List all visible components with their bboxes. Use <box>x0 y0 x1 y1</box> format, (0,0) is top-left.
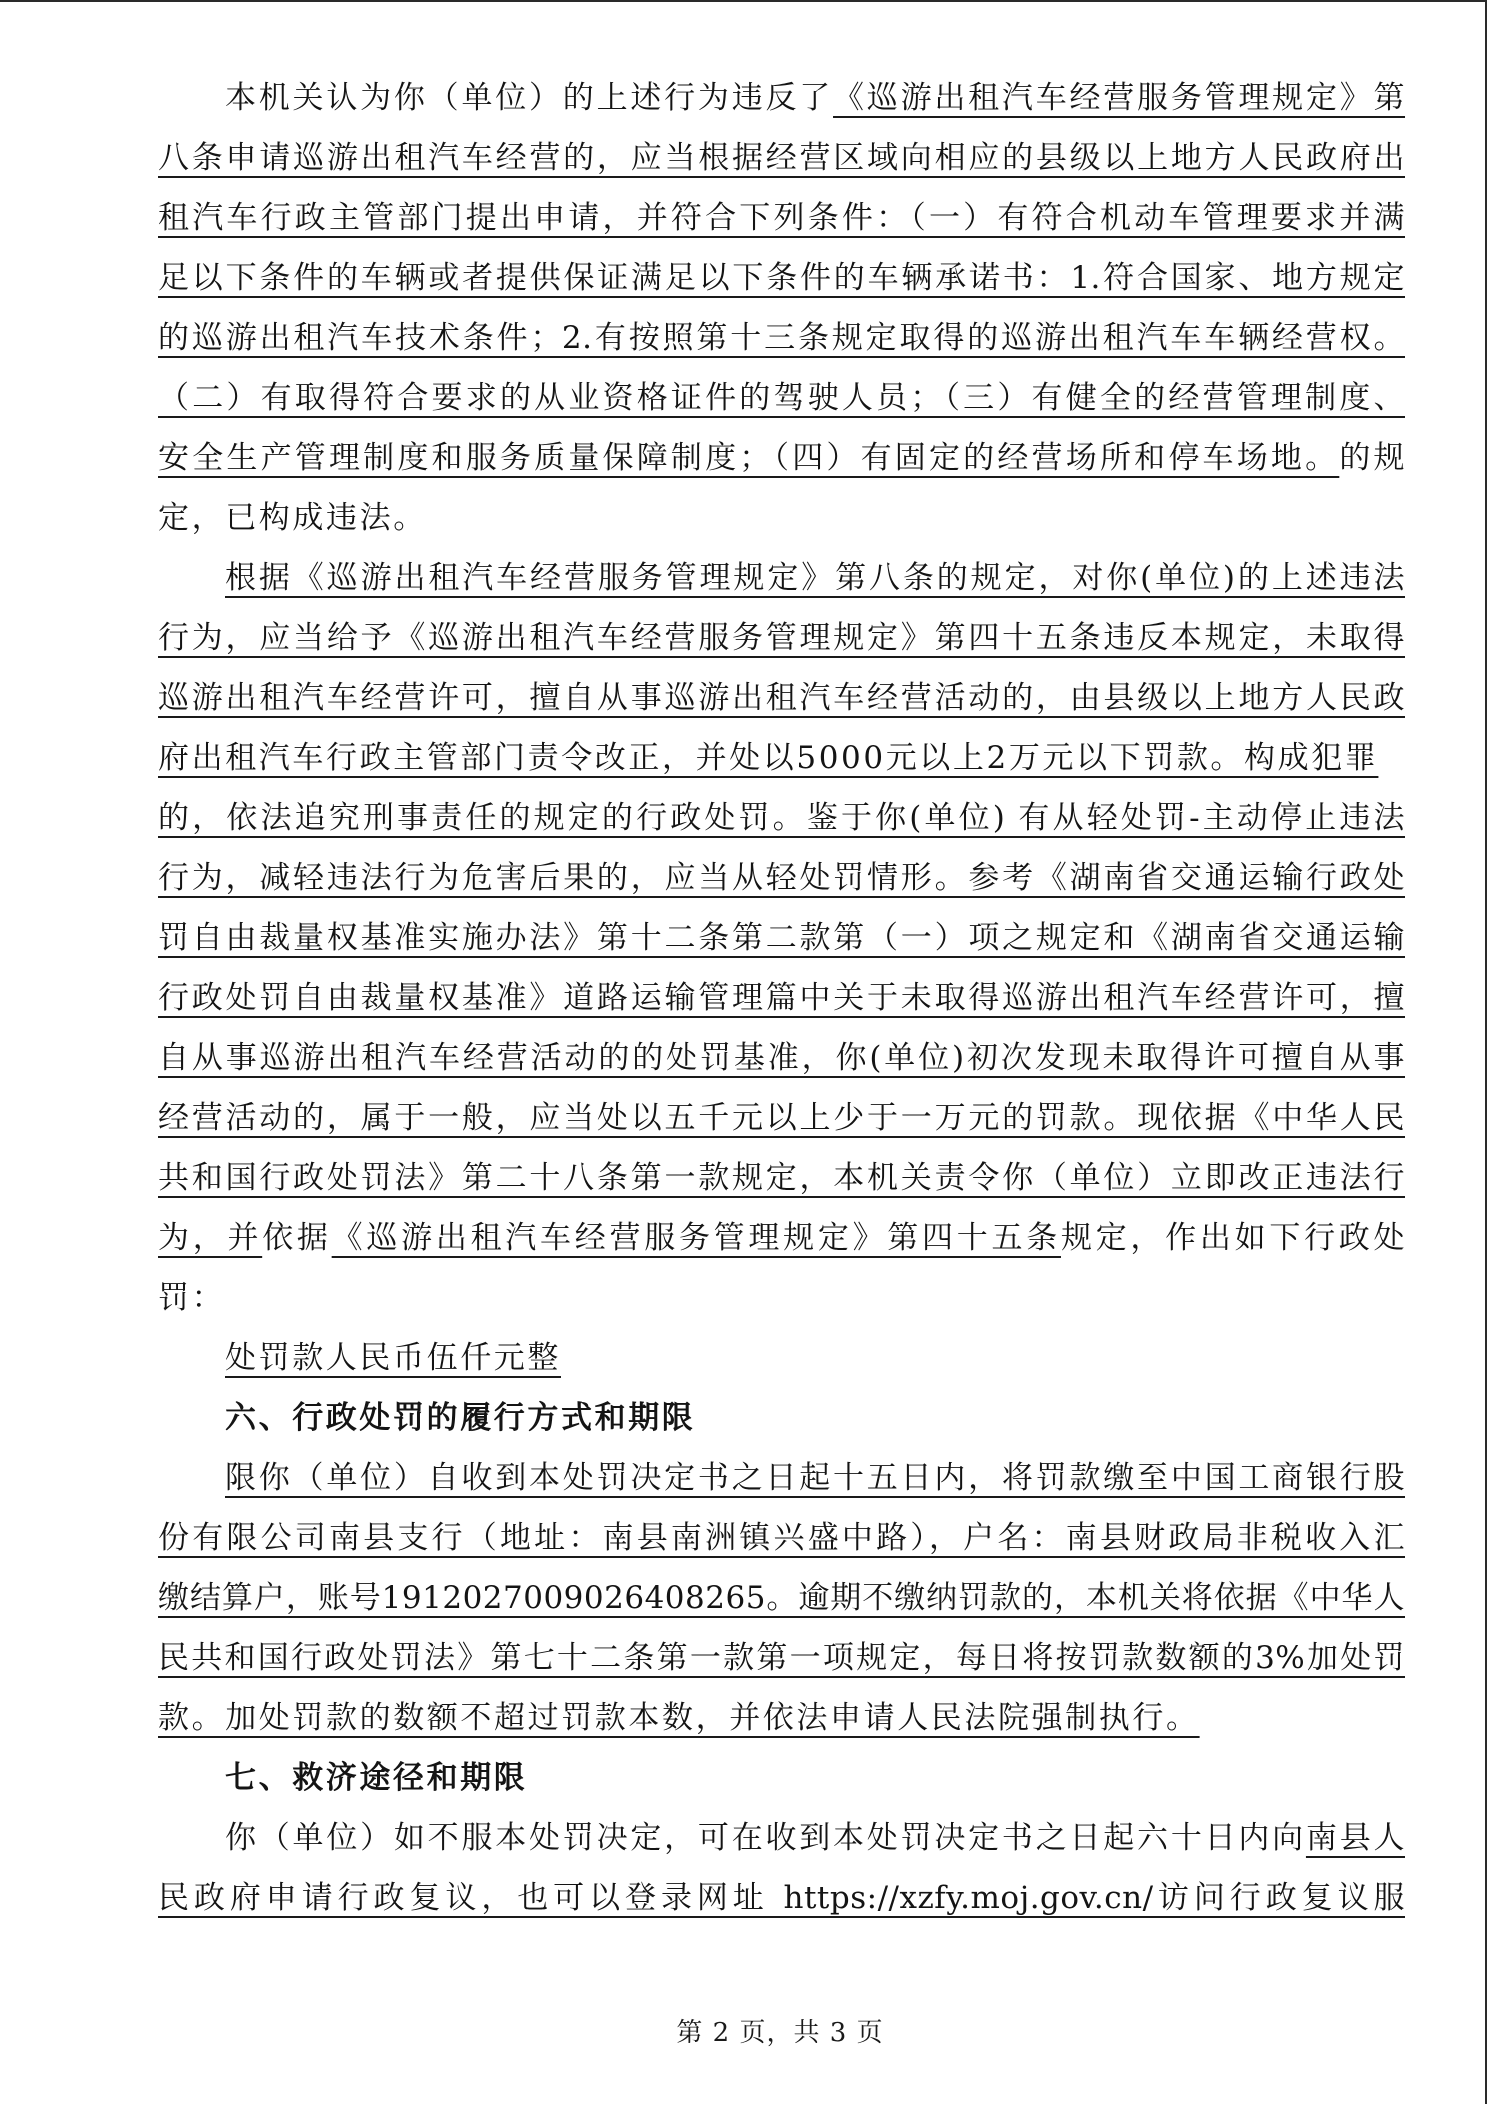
text-line <box>158 308 1405 368</box>
underlined-text: 款。加处罚款的数额不超过罚款本数，并依法申请人民法院强制执行。 <box>158 1700 1200 1736</box>
underlined-text: 行政处罚自由裁量权基准》道路运输管理篇中关于未取得巡游出租汽车经营许可，擅 <box>158 980 1405 1016</box>
text-line <box>158 1448 1405 1508</box>
text-line <box>158 968 1405 1028</box>
text-line <box>158 368 1405 428</box>
text-segment: 罚： <box>158 1280 226 1316</box>
text-segment: 依据 <box>262 1220 332 1256</box>
text-line <box>158 1808 1405 1868</box>
section-heading-6: 六、行政处罚的履行方式和期限 <box>225 1400 696 1436</box>
underlined-text: 八条申请巡游出租汽车经营的，应当根据经营区域向相应的县级以上地方人民政府出 <box>158 140 1405 176</box>
text-segment: 本机关认为你（单位）的上述行为违反了 <box>225 80 834 116</box>
underlined-text: 为，并 <box>158 1220 263 1256</box>
text-segment: 你（单位）如不服本处罚决定，可在收到本处罚决定书之日起六十日内向 <box>225 1820 1306 1856</box>
underlined-text: 民共和国行政处罚法》第七十二条第一款第一项规定，每日将按罚款数额的3%加处罚 <box>158 1640 1405 1676</box>
underlined-text: 安全生产管理制度和服务质量保障制度；（四）有固定的经营场所和停车场地。 <box>158 440 1340 476</box>
underlined-text: 根据《巡游出租汽车经营服务管理规定》第八条的规定，对你(单位)的上述违法 <box>225 560 1405 596</box>
text-line <box>158 668 1405 728</box>
text-line <box>158 1208 1405 1268</box>
underlined-text: 罚自由裁量权基准实施办法》第十二条第二款第（一）项之规定和《湖南省交通运输 <box>158 920 1405 956</box>
underlined-text: 民政府申请行政复议，也可以登录网址 https://xzfy.moj.gov.cn/访问行政复议服 <box>158 1880 1405 1916</box>
text-line <box>158 1088 1405 1148</box>
underlined-text: 自从事巡游出租汽车经营活动的的处罚基准，你(单位)初次发现未取得许可擅自从事 <box>158 1040 1405 1076</box>
text-line <box>158 788 1405 848</box>
section-heading-7: 七、救济途径和期限 <box>225 1760 528 1796</box>
underlined-text: 巡游出租汽车经营许可，擅自从事巡游出租汽车经营活动的，由县级以上地方人民政 <box>158 680 1405 716</box>
underlined-text: 足以下条件的车辆或者提供保证满足以下条件的车辆承诺书：1.符合国家、地方规定 <box>158 260 1405 296</box>
text-line <box>158 1568 1405 1628</box>
underlined-text: 南县人 <box>1305 1820 1405 1856</box>
underlined-text: 的巡游出租汽车技术条件；2.有按照第十三条规定取得的巡游出租汽车车辆经营权。 <box>158 320 1405 356</box>
text-line <box>158 848 1405 908</box>
text-line <box>158 128 1405 188</box>
text-line <box>158 1508 1405 1568</box>
text-line <box>158 1148 1405 1208</box>
underlined-text: 份有限公司南县支行（地址：南县南洲镇兴盛中路），户名：南县财政局非税收入汇 <box>158 1520 1405 1556</box>
underlined-text: 府出租汽车行政主管部门责令改正，并处以5000元以上2万元以下罚款。构成犯罪 <box>158 740 1379 776</box>
text-line <box>158 1028 1405 1088</box>
document-body <box>158 68 1405 1928</box>
underlined-text: 限你（单位）自收到本处罚决定书之日起十五日内，将罚款缴至中国工商银行股 <box>225 1460 1405 1496</box>
text-line <box>158 248 1405 308</box>
text-line <box>158 1628 1405 1688</box>
text-line <box>158 728 1405 788</box>
text-line <box>158 428 1405 488</box>
underlined-text: 缴结算户，账号1912027009026408265。逾期不缴纳罚款的，本机关将依据《中华人 <box>158 1580 1405 1616</box>
text-line <box>158 908 1405 968</box>
page-number-footer: 第 2 页，共 3 页 <box>676 2018 884 2048</box>
underlined-text: （二）有取得符合要求的从业资格证件的驾驶人员；（三）有健全的经营管理制度、 <box>158 380 1405 416</box>
underlined-text: 行为，减轻违法行为危害后果的，应当从轻处罚情形。参考《湖南省交通运输行政处 <box>158 860 1405 896</box>
text-line <box>158 548 1405 608</box>
text-line <box>158 1688 1405 1748</box>
underlined-text: 行为，应当给予《巡游出租汽车经营服务管理规定》第四十五条违反本规定，未取得 <box>158 620 1405 656</box>
text-segment: 定，已构成违法。 <box>158 500 427 536</box>
penalty-amount-line <box>158 1328 1405 1388</box>
underlined-text: 共和国行政处罚法》第二十八条第一款规定，本机关责令你（单位）立即改正违法行 <box>158 1160 1405 1196</box>
text-line <box>158 608 1405 668</box>
text-line <box>158 188 1405 248</box>
underlined-text: 《巡游出租汽车经营服务管理规定》第 <box>833 80 1406 116</box>
text-line <box>158 488 1405 548</box>
underlined-text: 《巡游出租汽车经营服务管理规定》第四十五条 <box>331 1220 1061 1256</box>
penalty-amount: 处罚款人民币伍仟元整 <box>225 1340 561 1376</box>
underlined-text: 经营活动的，属于一般，应当处以五千元以上少于一万元的罚款。现依据《中华人民 <box>158 1100 1405 1136</box>
underlined-text: 租汽车行政主管部门提出申请，并符合下列条件：（一）有符合机动车管理要求并满 <box>158 200 1405 236</box>
text-segment: 的规 <box>1339 440 1406 476</box>
text-line <box>158 1868 1405 1928</box>
text-line <box>158 68 1405 128</box>
underlined-text: 的，依法追究刑事责任的规定的行政处罚。鉴于你(单位) 有从轻处罚-主动停止违法 <box>158 800 1405 836</box>
text-segment: 规定，作出如下行政处 <box>1060 1220 1406 1256</box>
text-line <box>158 1268 1405 1328</box>
